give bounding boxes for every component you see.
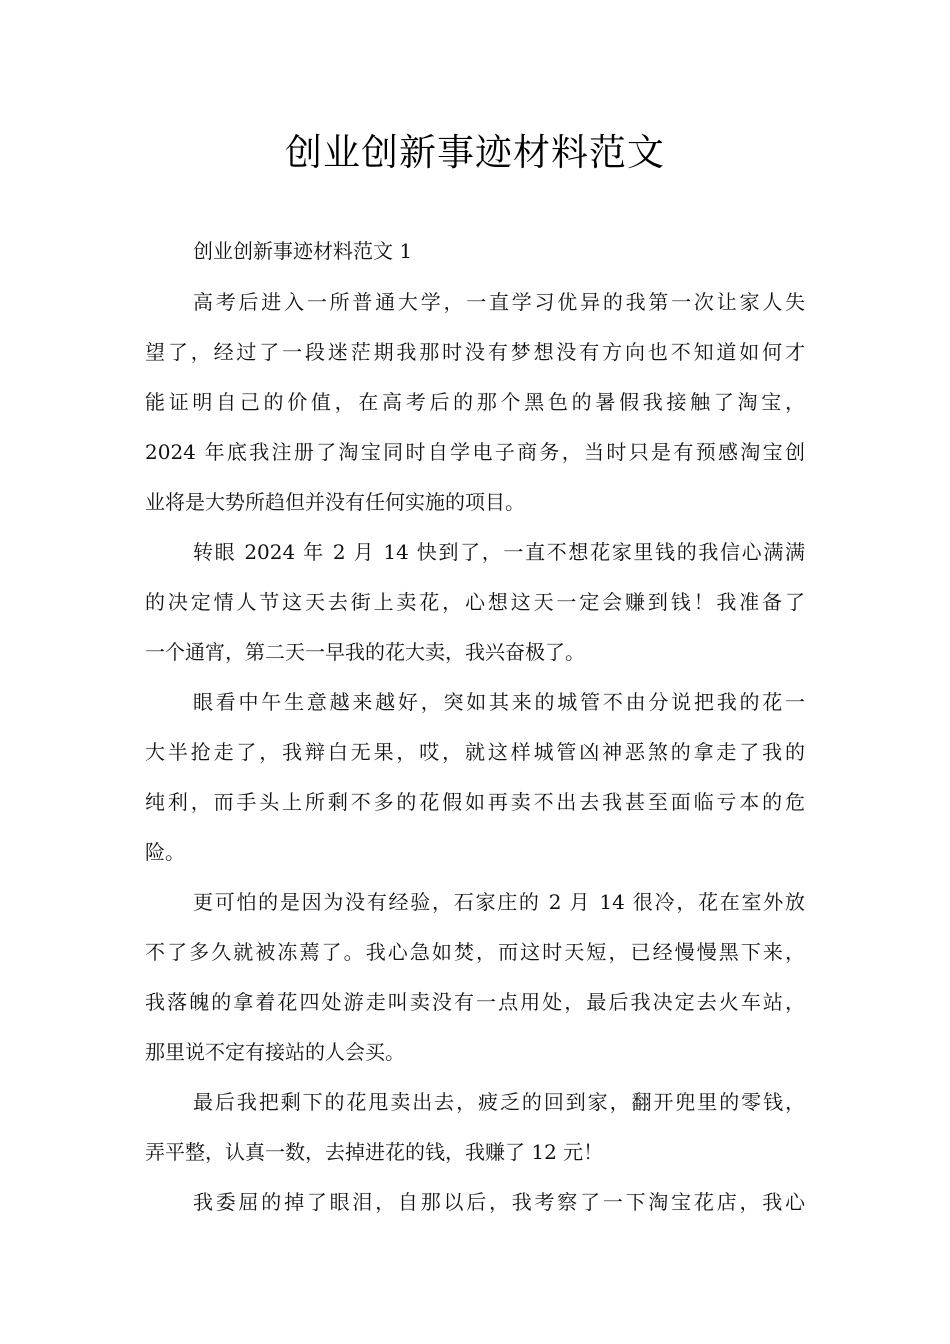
paragraph-line: 弄平整，认真一数，去掉进花的钱，我赚了 12 元！	[145, 1140, 604, 1164]
paragraph-line: 不了多久就被冻蔫了。我心急如焚，而这时天短，已经慢慢黑下来，	[145, 940, 805, 964]
paragraph-line: 转眼 2024 年 2 月 14 快到了，一直不想花家里钱的我信心满满	[193, 540, 805, 564]
paragraph-line: 2024 年底我注册了淘宝同时自学电子商务，当时只是有预感淘宝创	[145, 440, 805, 464]
paragraph-line: 纯利，而手头上所剩不多的花假如再卖不出去我甚至面临亏本的危	[145, 790, 805, 814]
paragraph-line: 高考后进入一所普通大学，一直学习优异的我第一次让家人失	[193, 290, 805, 314]
paragraph-line: 最后我把剩下的花甩卖出去，疲乏的回到家，翻开兜里的零钱，	[193, 1090, 805, 1114]
paragraph-line: 险。	[145, 840, 185, 864]
paragraph-line: 一个通宵，第二天一早我的花大卖，我兴奋极了。	[145, 640, 585, 664]
paragraph-line: 眼看中午生意越来越好，突如其来的城管不由分说把我的花一	[193, 690, 805, 714]
paragraph-line: 我委屈的掉了眼泪，自那以后，我考察了一下淘宝花店，我心	[193, 1190, 805, 1214]
paragraph-line: 大半抢走了，我辩白无果，哎，就这样城管凶神恶煞的拿走了我的	[145, 740, 805, 764]
paragraph-line: 更可怕的是因为没有经验，石家庄的 2 月 14 很冷，花在室外放	[193, 890, 805, 914]
document-title: 创业创新事迹材料范文	[285, 131, 665, 174]
section-heading: 创业创新事迹材料范文 1	[193, 239, 413, 263]
paragraph-line: 望了，经过了一段迷茫期我那时没有梦想没有方向也不知道如何才	[145, 340, 805, 364]
paragraph-line: 那里说不定有接站的人会买。	[145, 1040, 405, 1064]
paragraph-line: 业将是大势所趋但并没有任何实施的项目。	[145, 490, 525, 514]
paragraph-line: 我落魄的拿着花四处游走叫卖没有一点用处，最后我决定去火车站，	[145, 990, 805, 1014]
paragraph-line: 能证明自己的价值，在高考后的那个黑色的暑假我接触了淘宝，	[145, 390, 805, 414]
paragraph-line: 的决定情人节这天去街上卖花，心想这天一定会赚到钱！我准备了	[145, 590, 805, 614]
